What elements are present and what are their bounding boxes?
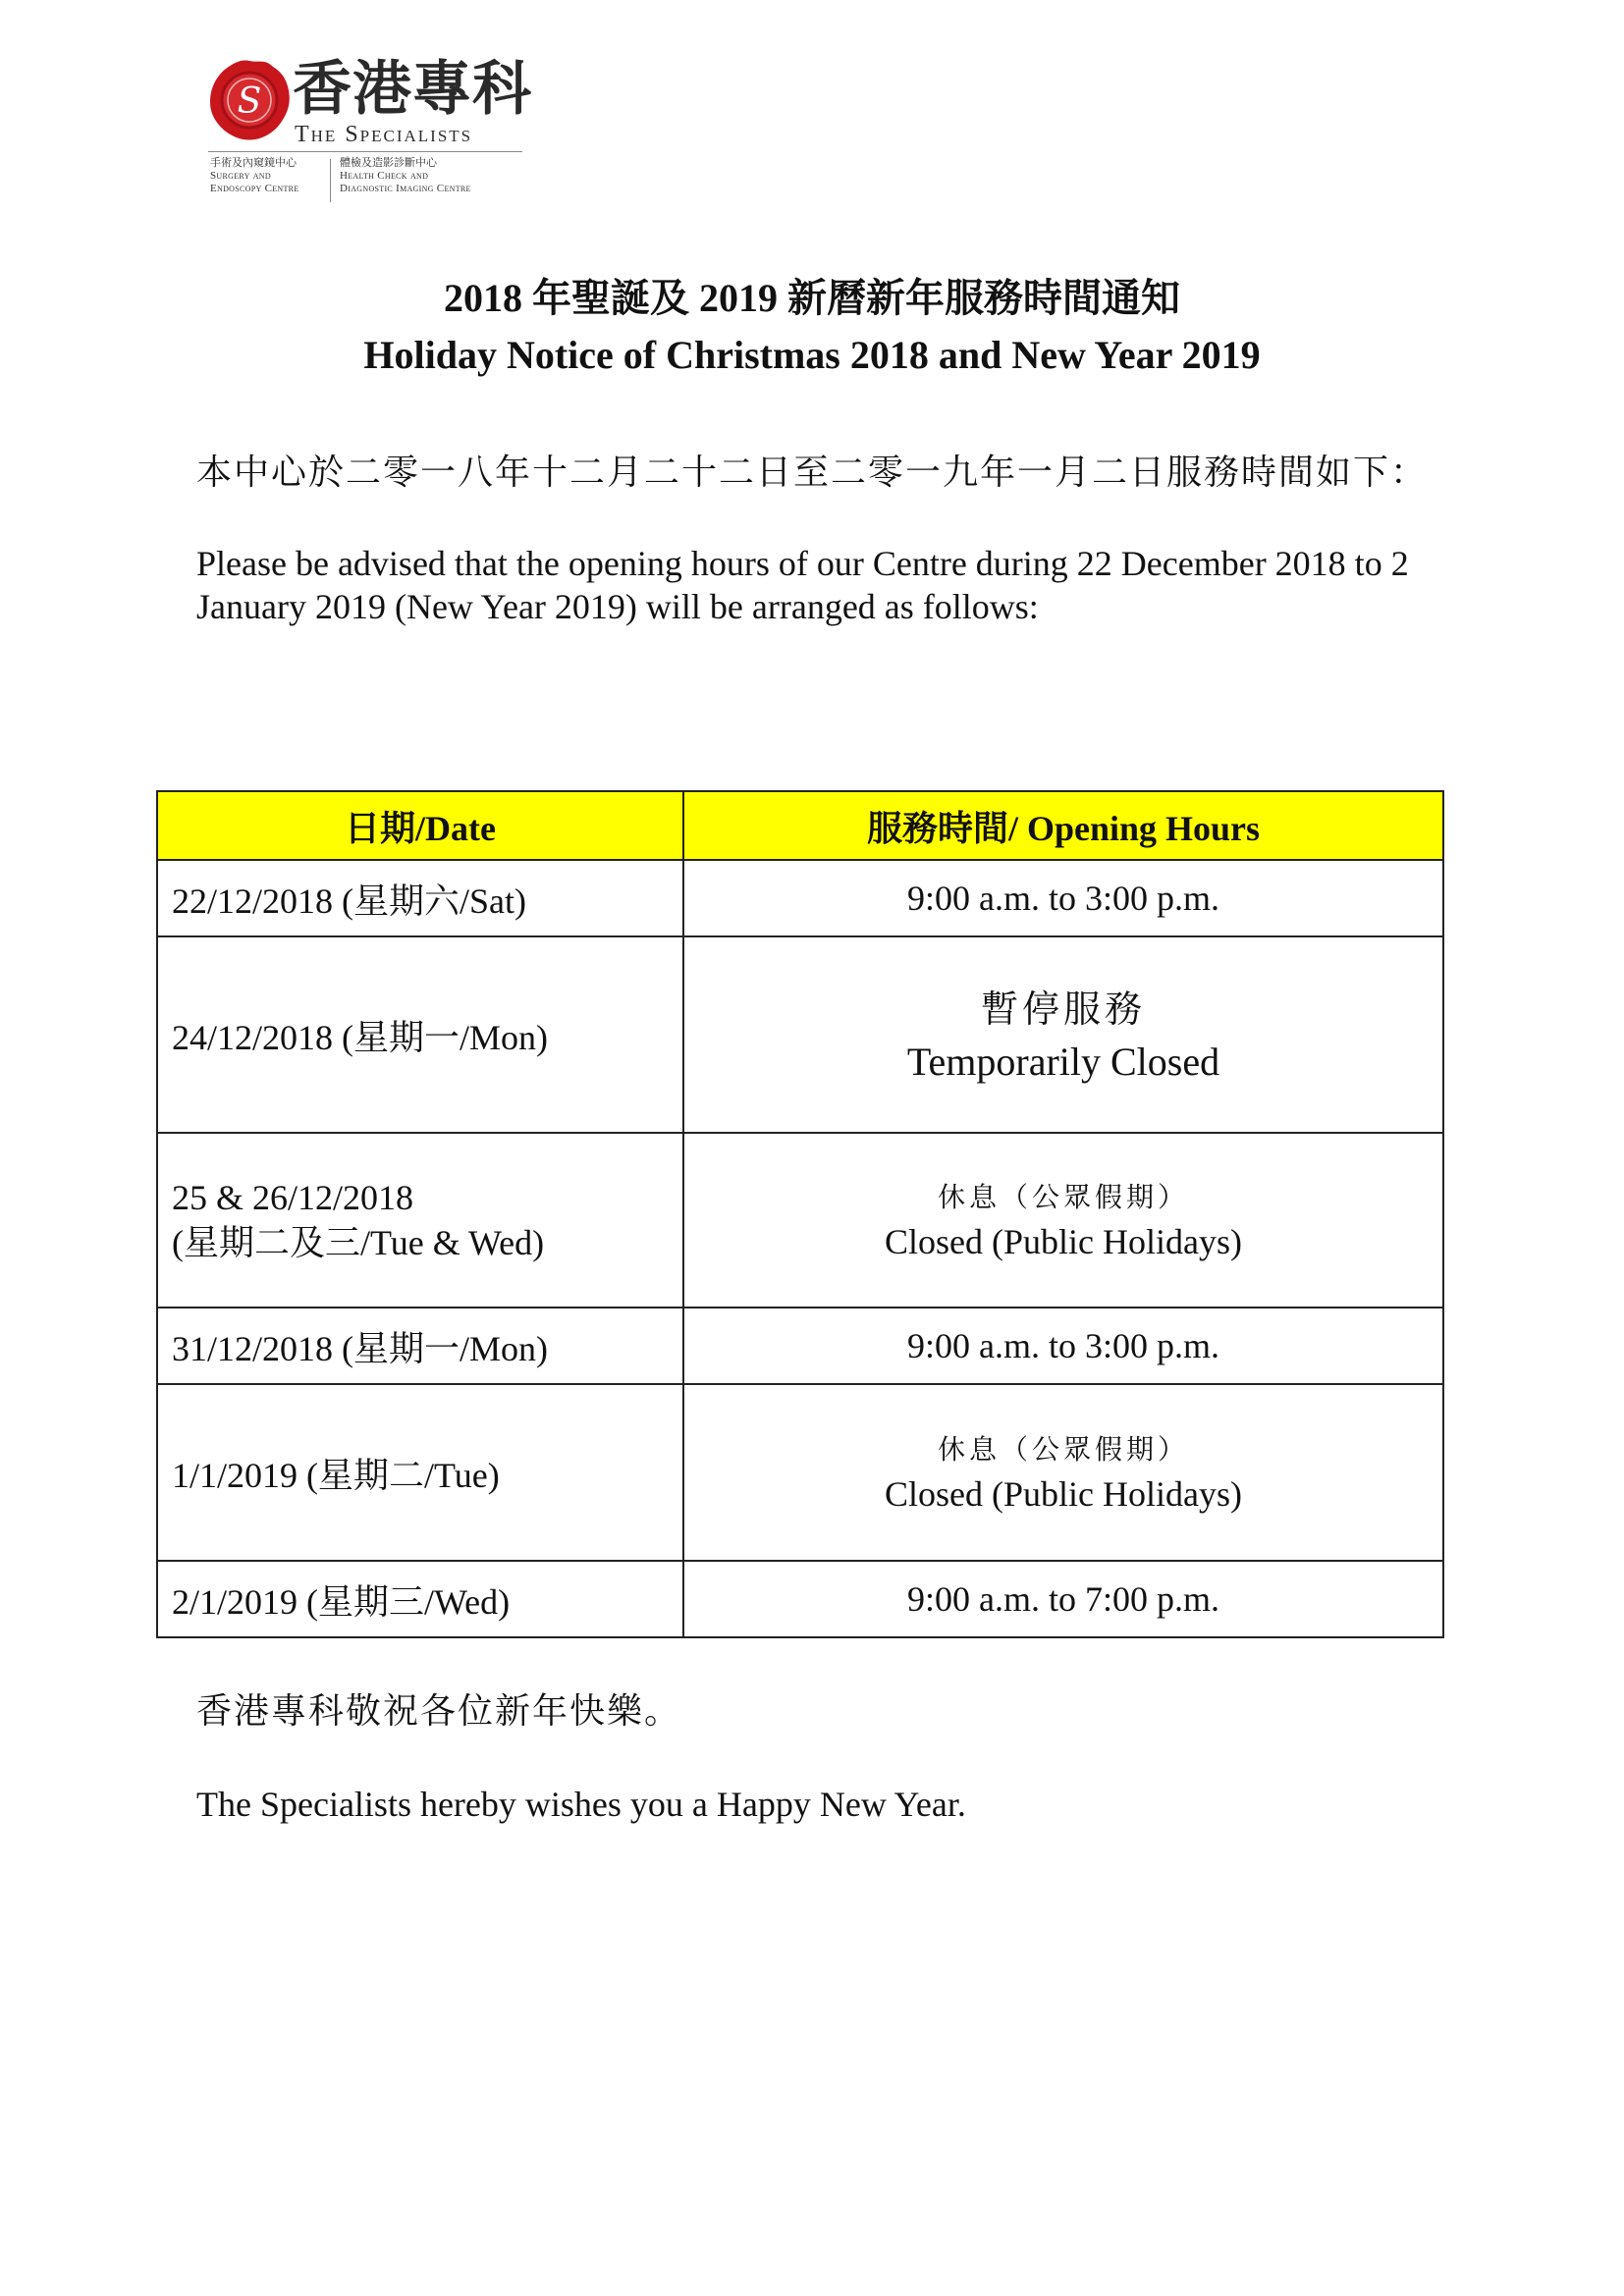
date-cell: 2/1/2019 (星期三/Wed) [157,1561,683,1637]
table-header-row [157,791,1443,860]
logo-name-chinese: 香港專科 [293,55,532,124]
centre-left-cn: 手術及內窺鏡中心 [210,157,297,169]
date-line-1: 25 & 26/12/2018 [172,1178,414,1217]
hours-cell: 9:00 a.m. to 3:00 p.m. [683,860,1443,936]
column-header-date: 日期/Date [157,791,683,860]
column-header-hours: 服務時間/ Opening Hours [683,791,1443,860]
opening-hours-table [156,790,1444,1638]
centre-left-en-1: Surgery and [210,170,271,182]
hours-cell: 9:00 a.m. to 3:00 p.m. [683,1308,1443,1384]
centre-left-en-2: Endoscopy Centre [210,183,299,194]
hours-en: Closed (Public Holidays) [885,1222,1242,1261]
date-cell: 1/1/2019 (星期二/Tue) [157,1384,683,1561]
hours-cn: 休息（公眾假期） [937,1181,1189,1213]
table-row [157,1384,1443,1561]
table-row [157,1308,1443,1384]
date-cell [157,1133,683,1308]
logo-divider-line [208,151,522,152]
hours-cell [683,1133,1443,1308]
hours-cn: 暫停服務 [980,988,1146,1031]
table-row [157,860,1443,936]
notice-title-english: Holiday Notice of Christmas 2018 and New Year 2019 [363,333,1261,377]
logo-vertical-divider [330,159,331,202]
centre-right-en-1: Health Check and [340,170,429,182]
greeting-chinese: 香港專科敬祝各位新年快樂。 [196,1691,682,1732]
date-cell: 24/12/2018 (星期一/Mon) [157,936,683,1133]
greeting-english: The Specialists hereby wishes you a Happy New Year. [196,1785,966,1824]
company-logo [208,55,532,212]
logo-name-english: The Specialists [295,122,473,147]
intro-text-english: Please be advised that the opening hours of our Centre during 22 December 2018 to 2 January 2019 (New Year 2019) will be arranged as follows: [196,544,1409,626]
hours-en: Closed (Public Holidays) [885,1474,1242,1514]
hours-cn: 休息（公眾假期） [937,1433,1189,1466]
intro-text-chinese: 本中心於二零一八年十二月二十二日至二零一九年一月二日服務時間如下： [196,453,1429,493]
table-row [157,1133,1443,1308]
centre-right-en-2: Diagnostic Imaging Centre [340,183,471,194]
hours-cell: 9:00 a.m. to 7:00 p.m. [683,1561,1443,1637]
hours-en: Temporarily Closed [906,1040,1220,1084]
wax-seal-icon [208,59,291,141]
date-cell: 31/12/2018 (星期一/Mon) [157,1308,683,1384]
date-line-2: (星期二及三/Tue & Wed) [172,1223,545,1262]
seal-letter: S [237,81,262,122]
notice-title-chinese: 2018 年聖誕及 2019 新曆新年服務時間通知 [444,276,1180,320]
centre-right-cn: 體檢及造影診斷中心 [340,157,437,169]
date-cell: 22/12/2018 (星期六/Sat) [157,860,683,936]
logo-centre-right [340,157,471,195]
table-row [157,936,1443,1133]
hours-cell [683,1384,1443,1561]
table-row [157,1561,1443,1637]
hours-cell [683,936,1443,1133]
logo-centre-left [210,157,299,195]
